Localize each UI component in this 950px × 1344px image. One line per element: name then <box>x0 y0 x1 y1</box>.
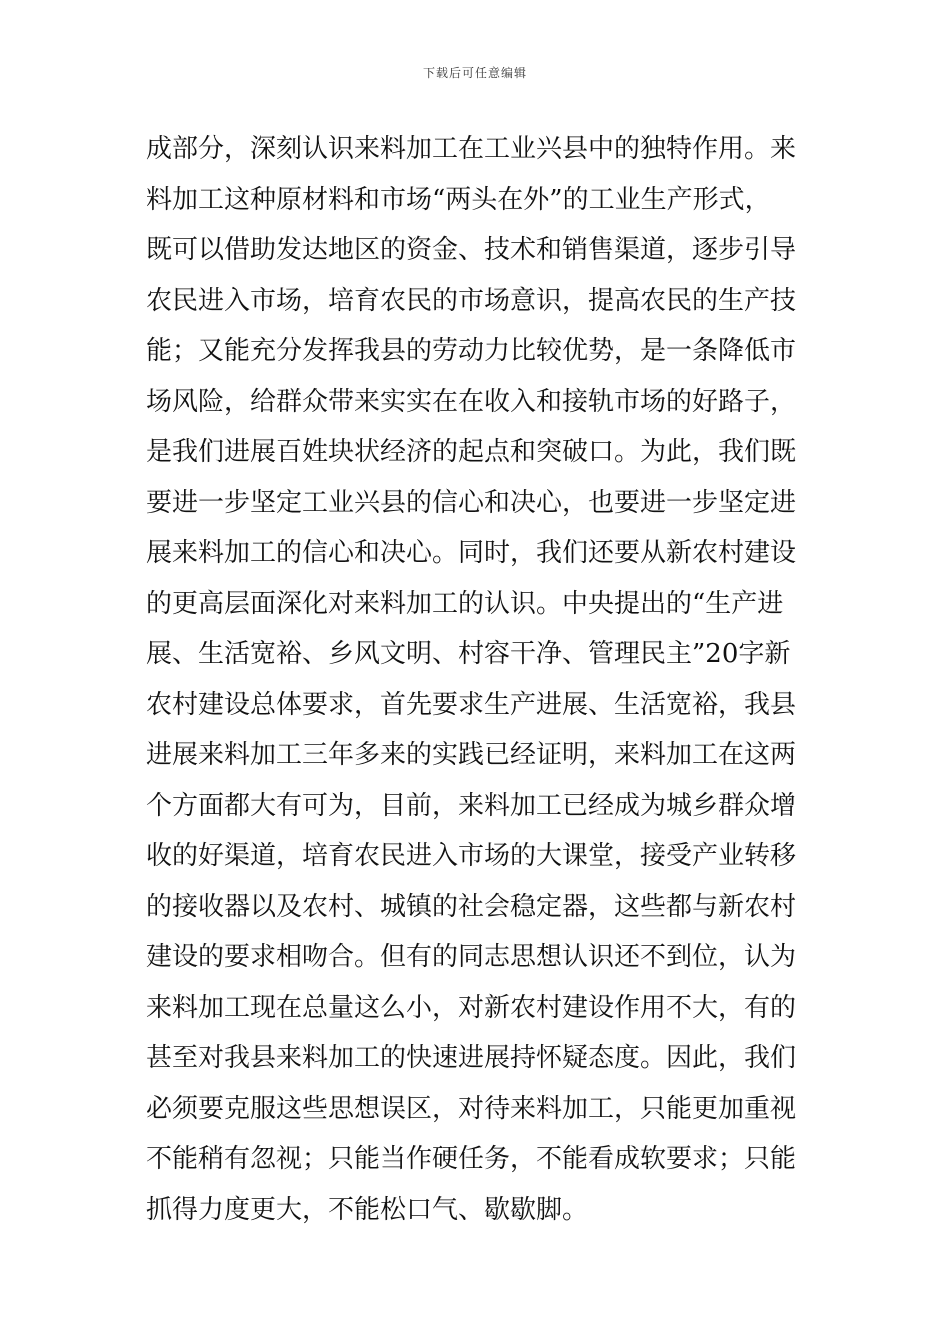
text-line: 进展来料加工三年多来的实践已经证明，来料加工在这两 <box>146 740 797 770</box>
text-line: 的接收器以及农村、城镇的社会稳定器，这些都与新农村 <box>146 891 797 922</box>
text-line: 建设的要求相吻合。但有的同志思想认识还不到位，认为 <box>146 942 797 972</box>
text-line: 成部分，深刻认识来料加工在工业兴县中的独特作用。来 <box>146 134 797 164</box>
text-line: 展来料加工的信心和决心。同时，我们还要从新农村建设 <box>146 538 797 568</box>
text-line: 能；又能充分发挥我县的劳动力比较优势，是一条降低市 <box>146 336 797 366</box>
header-note: 下载后可任意编辑 <box>422 66 527 80</box>
text-line: 展、生活宽裕、乡风文明、村容干净、管理民主”20字新 <box>146 639 791 669</box>
text-line: 农村建设总体要求，首先要求生产进展、生活宽裕，我县 <box>146 689 797 720</box>
text-line: 的更高层面深化对来料加工的认识。中央提出的“生产进 <box>146 588 784 619</box>
text-line: 个方面都大有可为，目前，来料加工已经成为城乡群众增 <box>146 790 797 821</box>
text-line: 抓得力度更大，不能松口气、歇歇脚。 <box>146 1194 589 1225</box>
body-paragraph <box>146 124 806 1235</box>
text-line: 料加工这种原材料和市场“两头在外”的工业生产形式， <box>146 184 771 215</box>
text-line: 收的好渠道，培育农民进入市场的大课堂，接受产业转移 <box>146 841 797 871</box>
text-line: 不能稍有忽视；只能当作硬任务，不能看成软要求；只能 <box>146 1144 797 1174</box>
text-line: 既可以借助发达地区的资金、技术和销售渠道，逐步引导 <box>146 235 797 265</box>
text-line: 场风险，给群众带来实实在在收入和接轨市场的好路子， <box>146 386 797 417</box>
text-line: 甚至对我县来料加工的快速进展持怀疑态度。因此，我们 <box>146 1043 797 1073</box>
text-line: 农民进入市场，培育农民的市场意识，提高农民的生产技 <box>146 285 797 316</box>
text-line: 是我们进展百姓块状经济的起点和突破口。为此，我们既 <box>146 437 797 467</box>
text-line: 来料加工现在总量这么小，对新农村建设作用不大，有的 <box>146 992 797 1023</box>
text-line: 必须要克服这些思想误区，对待来料加工，只能更加重视 <box>146 1093 797 1124</box>
text-line: 要进一步坚定工业兴县的信心和决心，也要进一步坚定进 <box>146 487 797 518</box>
